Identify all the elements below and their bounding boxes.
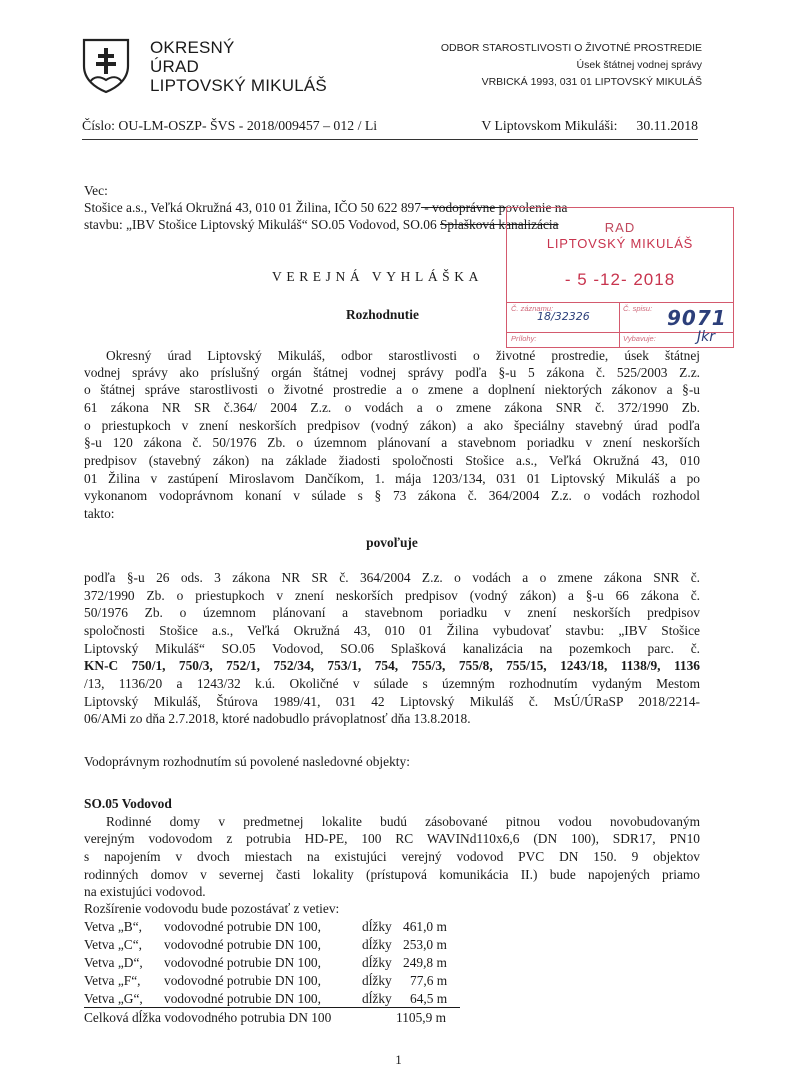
stamp-city: LIPTOVSKÝ MIKULÁŠ [546, 236, 694, 251]
branch-name: Vetva „C“, [84, 937, 143, 952]
decision-title: Rozhodnutie [346, 307, 419, 322]
stamp-file-number: 9071 [667, 306, 727, 330]
branch-name: Vetva „F“, [84, 973, 141, 988]
section-line: rodinných domov v severnej časti lokality (prístupová komunikácia II.) bude napojených priamo [84, 867, 700, 882]
paragraph-line: 372/1990 Zb. o priestupkoch v znení neskorších predpisov (vodný zákon) a §-u 66 zákona č. [84, 588, 700, 603]
section-line: Rodinné domy v predmetnej lokalite budú zásobované pitnou vodou novobudovaným [106, 814, 700, 829]
branch-length: 461,0 m [403, 919, 447, 934]
office-name-line: ÚRAD [150, 57, 199, 76]
branch-pipe: vodovodné potrubie DN 100, [164, 919, 321, 934]
office-name-line: OKRESNÝ [150, 38, 235, 57]
branch-pipe: vodovodné potrubie DN 100, [164, 937, 321, 952]
branch-length: 64,5 m [410, 991, 448, 1006]
department-address: VRBICKÁ 1993, 031 01 LIPTOVSKÝ MIKULÁŠ [481, 76, 702, 88]
notice-title: VEREJNÁ VYHLÁŠKA [272, 269, 483, 284]
page-number: 1 [395, 1052, 402, 1067]
paragraph-line: predpisov (stavebný zákon) na základe žiadosti spoločnosti Stošice a.s., Veľká Okružná 43, 010 [84, 453, 700, 468]
objects-intro: Vodoprávnym rozhodnutím sú povolené nasledovné objekty: [84, 754, 410, 769]
paragraph-line: podľa §-u 26 ods. 3 zákona NR SR č. 364/2004 Z.z. o vodách a o zmene zákona SNR č. [84, 570, 700, 585]
paragraph-line: vodnej správy ako príslušný orgán štátnej vodnej správy podľa §-u 5 zákona č. 525/2003 Z.z. [84, 365, 700, 380]
stamp-office: RAD [604, 220, 636, 235]
section-line: verejným vodovodom z potrubia HD-PE, 100 RC WAVINd110x6,6 (DN 100), SDR17, PN10 [84, 831, 700, 846]
branch-length-label: dĺžky [362, 991, 392, 1006]
subject-text: stavbu: „IBV Stošice Liptovský Mikuláš“ SO.05 Vodovod, SO.06 [84, 217, 440, 232]
paragraph-line: 61 zákona NR SR č.364/ 2004 Z.z. o vodách a o zmene zákona SNR č. 372/1990 Zb. [84, 400, 700, 415]
reference-line [82, 118, 698, 134]
paragraph-line: §-u 120 zákona č. 50/1976 Zb. o územnom plánovaní a stavebnom poriadku v znení neskorších [84, 435, 700, 450]
stamp-date: - 5 -12- 2018 [564, 270, 676, 289]
total-value: 1105,9 m [396, 1010, 447, 1025]
branch-pipe: vodovodné potrubie DN 100, [164, 991, 321, 1006]
place-date [481, 118, 698, 134]
paragraph-line: Liptovský Mikuláš, Štúrova 1989/41, 031 42 Liptovský Mikuláš č. MsÚ/ÚRaSP 2018/2214- [84, 694, 700, 709]
branch-pipe: vodovodné potrubie DN 100, [164, 955, 321, 970]
paragraph-line: Liptovský Mikuláš“ SO.05 Vodovod, SO.06 Splašková kanalizácia na pozemkoch parc. č. [84, 641, 700, 656]
office-name [150, 38, 327, 95]
subject-text-struck: Splašková kanalizácia [439, 217, 559, 232]
place-date-label: V Liptovskom Mikuláši: [481, 118, 618, 133]
paragraph-line: Okresný úrad Liptovský Mikuláš, odbor starostlivosti o životné prostredie, úsek štátnej [106, 348, 700, 363]
branch-pipe: vodovodné potrubie DN 100, [164, 973, 321, 988]
permits-title: povoľuje [366, 535, 418, 550]
department-section: Úsek štátnej vodnej správy [576, 59, 702, 71]
stamp-registration-number: 18/32326 [537, 310, 590, 323]
paragraph-line: 01 Žilina v zastúpení Miroslavom Dančíkom, 1. mája 1203/134, 031 01 Liptovský Mikuláš a po [84, 471, 700, 486]
paragraph-line: takto: [84, 506, 115, 521]
paragraph-line: o štátnej správe starostlivosti o životné prostredie a o zmene a doplnení niektorých zákonov a §-u [84, 382, 700, 397]
paragraph-line: o priestupkoch v znení neskorších predpisov (vodný zákon) a ako špeciálny stavebný úrad podľa [84, 418, 700, 433]
stamp-divider [619, 302, 620, 347]
branch-name: Vetva „B“, [84, 919, 143, 934]
branch-name: Vetva „D“, [84, 955, 143, 970]
branch-length-label: dĺžky [362, 955, 392, 970]
subject-text: Stošice a.s., Veľká Okružná 43, 010 01 Žilina, IČO 50 622 897 [84, 200, 421, 215]
branch-length: 77,6 m [410, 973, 448, 988]
branch-row [84, 990, 460, 1008]
branch-length: 249,8 m [403, 955, 447, 970]
branch-length-label: dĺžky [362, 919, 392, 934]
stamp-label: Vybavuje: [623, 334, 656, 343]
subject-label: Vec: [84, 183, 108, 198]
section-line: na existujúci vodovod. [84, 884, 206, 899]
paragraph-line: spoločnosti Stošice a.s., Veľká Okružná 43, 010 01 Žilina vybudovať stavbu: „IBV Stošice [84, 623, 700, 638]
header-divider [82, 139, 698, 140]
paragraph-line: 06/AMi zo dňa 2.7.2018, ktoré nadobudlo právoplatnosť dňa 13.8.2018. [84, 711, 471, 726]
section-line: s napojením v dvoch miestach na existujúci verejný vodovod PVC DN 150. 9 objektov [84, 849, 700, 864]
section-title: SO.05 Vodovod [84, 796, 172, 811]
coat-of-arms-logo [82, 38, 130, 94]
department-block [441, 40, 702, 91]
branch-name: Vetva „G“, [84, 991, 143, 1006]
stamp-handler-initials: Jkr [697, 329, 715, 345]
stamp-label: Č. záznamu: [511, 304, 554, 313]
paragraph-line: 50/1976 Zb. o územnom plánovaní a stavebnom poriadku v znení neskorších predpisov [84, 605, 700, 620]
subject-text-struck: - vodoprávne povolenie na [420, 200, 568, 215]
branch-length: 253,0 m [403, 937, 447, 952]
reference-number: Číslo: OU-LM-OSZP- ŠVS - 2018/009457 – 012 / Li [82, 118, 378, 133]
document-date: 30.11.2018 [636, 118, 698, 133]
branch-length-label: dĺžky [362, 937, 392, 952]
stamp-label: Prílohy: [511, 334, 537, 343]
stamp-label: Č. spisu: [623, 304, 653, 313]
office-name-line: LIPTOVSKÝ MIKULÁŠ [150, 76, 327, 95]
paragraph-line: vykonanom vodoprávnom konaní v súlade s § 73 zákona č. 364/2004 Z.z. o vodách rozhodol [84, 488, 700, 503]
paragraph-line: /13, 1136/20 a 1243/32 k.ú. Okoličné v súlade s územným rozhodnutím vydaným Mestom [84, 676, 700, 691]
branch-length-label: dĺžky [362, 973, 392, 988]
registry-stamp [506, 207, 734, 348]
department-name: ODBOR STAROSTLIVOSTI O ŽIVOTNÉ PROSTREDIE [440, 42, 702, 54]
total-label: Celková dĺžka vodovodného potrubia DN 100 [84, 1010, 332, 1025]
branches-intro: Rozšírenie vodovodu bude pozostávať z vetiev: [84, 901, 340, 916]
paragraph-line: KN-C 750/1, 750/3, 752/1, 752/34, 753/1, 754, 755/3, 755/8, 755/15, 1243/18, 1138/9, 1136 [84, 658, 700, 673]
